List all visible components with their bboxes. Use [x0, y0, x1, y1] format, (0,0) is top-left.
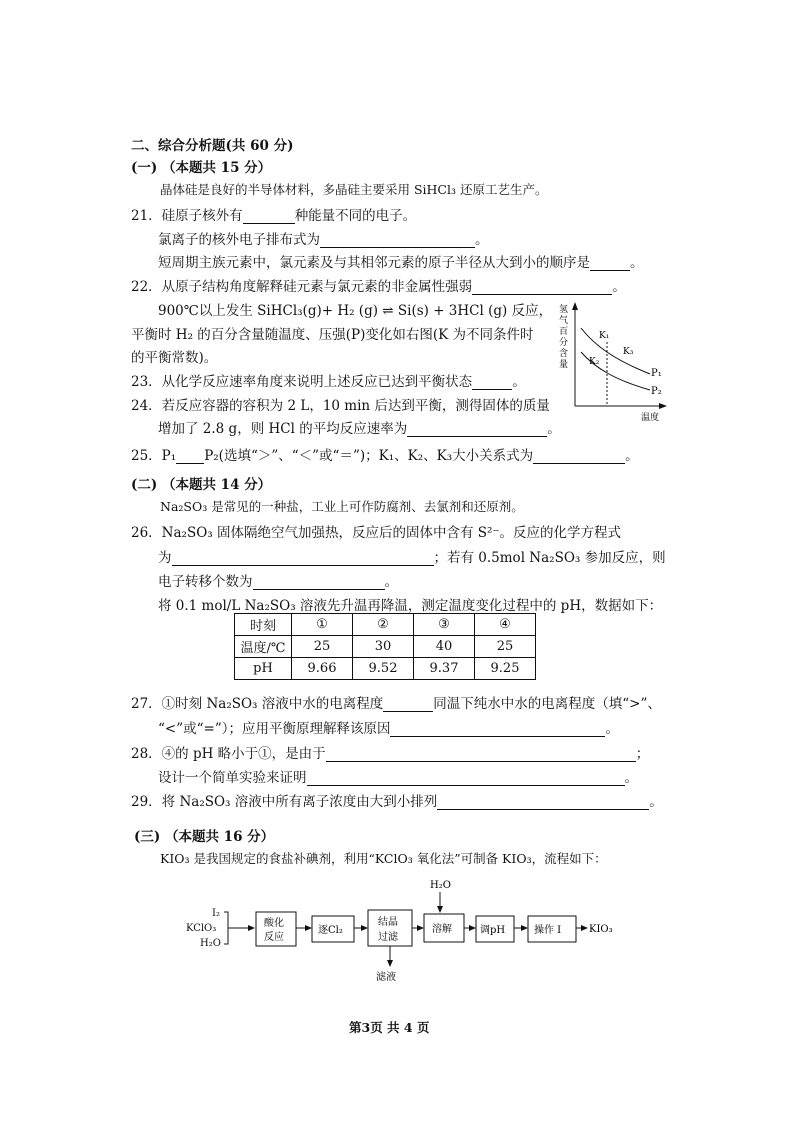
question-25: 25．P₁ P₂(选填“＞”、“＜”或“＝”)；K₁、K₂、K₃大小关系式为 。: [131, 448, 639, 464]
question-26-line1: 26．Na₂SO₃ 固体隔绝空气加强热，反应后的固体中含有 S²⁻。反应的化学方程式: [131, 525, 622, 541]
answer-blank[interactable]: [590, 256, 630, 271]
table-cell: 25: [292, 636, 353, 658]
q27-text-b: 同温下纯水中水的电离程度（填“>”、: [433, 696, 661, 712]
answer-blank[interactable]: [326, 747, 636, 762]
answer-blank[interactable]: [390, 722, 605, 737]
question-26-line3: 电子转移个数为 。: [158, 574, 398, 590]
part1-heading: (一) （本题共 15 分）: [131, 160, 272, 176]
answer-blank[interactable]: [383, 697, 433, 712]
table-cell: 9.25: [475, 658, 536, 680]
q28-line2-text: 设计一个简单实验来证明: [158, 770, 307, 786]
flow-output: KIO₃: [589, 924, 613, 935]
page-footer: 第3页 共 4 页: [349, 1020, 430, 1035]
question-23: 23．从化学反应速率角度来说明上述反应已达到平衡状态 。: [131, 374, 526, 390]
table-cell: 9.37: [414, 658, 475, 680]
flow-box-crystallize-line2: 过滤: [378, 932, 398, 943]
table-cell: pH: [235, 658, 292, 680]
reaction-line: 900℃以上发生 SiHCl₃(g)+ H₂ (g) ⇌ Si(s) + 3HCl (g) 反应，: [158, 303, 553, 319]
graph-p1-label: P₁: [651, 368, 662, 379]
table-cell: 40: [414, 636, 475, 658]
q21-line2: 氯离子的核外电子排布式为 。: [158, 232, 489, 248]
answer-blank[interactable]: [253, 575, 385, 590]
input-kclo3: KClO₃: [186, 923, 217, 934]
graph-ylabel-2: 气: [559, 316, 569, 326]
table-row: [235, 658, 536, 680]
table-cell: ①: [292, 614, 353, 636]
part1-intro: 晶体硅是良好的半导体材料，多晶硅主要采用 SiHCl₃ 还原工艺生产。: [160, 182, 548, 197]
answer-blank[interactable]: [472, 375, 512, 390]
graph-ylabel-5: 含: [559, 349, 569, 359]
q26-text-a: 为: [158, 550, 172, 566]
table-cell: 9.66: [292, 658, 353, 680]
answer-blank[interactable]: [307, 771, 625, 786]
part3-heading: (三) （本题共 16 分）: [134, 829, 275, 845]
equilibrium-graph: [555, 298, 670, 423]
graph-xlabel: 温度: [641, 413, 660, 423]
q21-line3-text: 短周期主族元素中，氯元素及与其相邻元素的原子半径从大到小的顺序是: [158, 255, 590, 271]
question-22: 22．从原子结构角度解释硅元素与氯元素的非金属性强弱 。: [131, 279, 626, 295]
table-cell: ③: [414, 614, 475, 636]
flow-box-dissolve-label: 溶解: [432, 924, 452, 935]
q21-line3: 短周期主族元素中，氯元素及与其相邻元素的原子半径从大到小的顺序是 。: [158, 255, 644, 271]
flow-filtrate: 滤液: [376, 972, 396, 983]
flow-box-operation-1-label: 操作 I: [534, 925, 562, 936]
graph-k3-label: K₃: [623, 347, 634, 357]
answer-blank[interactable]: [407, 422, 547, 437]
graph-k1-label: K₁: [599, 331, 610, 341]
question-27-line1: [131, 692, 661, 712]
q21-line2-text: 氯离子的核外电子排布式为: [158, 232, 320, 248]
flow-box-crystallize-line1: 结晶: [378, 917, 398, 928]
table-cell: ④: [475, 614, 536, 636]
question-21: [131, 204, 416, 224]
q28-text: 28．④的 pH 略小于①，是由于: [131, 746, 326, 762]
part2-intro: Na₂SO₃ 是常见的一种盐，工业上可作防腐剂、去氯剂和还原剂。: [160, 499, 524, 514]
q27-line2-text: “<”或“=”）；应用平衡原理解释该原因: [158, 721, 391, 737]
process-flowchart: [180, 872, 640, 984]
table-cell: 时刻: [235, 614, 292, 636]
part2-heading: (二) （本题共 14 分）: [131, 477, 272, 493]
table-row: [235, 614, 536, 636]
graph-ylabel-1: 氢: [559, 305, 569, 315]
graph-ylabel-3: 百: [559, 327, 569, 337]
q25-text-a: 25．P₁: [131, 448, 177, 464]
table-intro: 将 0.1 mol/L Na₂SO₃ 溶液先升温再降温，测定温度变化过程中的 pH，数据如下：: [158, 598, 663, 614]
answer-blank[interactable]: [243, 209, 295, 224]
answer-blank[interactable]: [533, 449, 625, 464]
q21-text-b: 种能量不同的电子。: [294, 208, 417, 224]
answer-blank[interactable]: [472, 280, 612, 295]
part3-intro: KIO₃ 是我国规定的食盐补碘剂，利用“KClO₃ 氧化法”可制备 KIO₃，流程如下：: [160, 851, 607, 866]
q27-text-a: 27．①时刻 Na₂SO₃ 溶液中水的电离程度: [131, 696, 384, 712]
q24-text: 增加了 2.8 g，则 HCl 的平均反应速率为: [158, 421, 408, 437]
graph-k2-label: K₂: [589, 357, 600, 367]
question-26-line2: [158, 546, 666, 566]
question-28-line1: 28．④的 pH 略小于①，是由于 ；: [131, 746, 650, 762]
q25-text-b: P₂(选填“＞”、“＜”或“＝”)；K₁、K₂、K₃大小关系式为: [204, 448, 534, 464]
ph-data-table: [234, 613, 536, 680]
description-line3: 的平衡常数)。: [131, 350, 218, 366]
question-27-line2: “<”或“=”）；应用平衡原理解释该原因 。: [158, 721, 619, 737]
q23-text: 23．从化学反应速率角度来说明上述反应已达到平衡状态: [131, 374, 473, 390]
answer-blank[interactable]: [172, 551, 434, 566]
flow-box-acidify-line1: 酸化: [264, 918, 284, 929]
flow-box-adjust-ph-label: 调pH: [480, 925, 506, 936]
table-cell: 25: [475, 636, 536, 658]
input-h2o: H₂O: [200, 938, 221, 949]
input-i2: I₂: [212, 908, 220, 919]
q22-text: 22．从原子结构角度解释硅元素与氯元素的非金属性强弱: [131, 279, 473, 295]
q29-text: 29．将 Na₂SO₃ 溶液中所有离子浓度由大到小排列: [131, 794, 438, 810]
question-28-line2: 设计一个简单实验来证明 。: [158, 770, 638, 786]
table-cell: 9.52: [353, 658, 414, 680]
table-cell: 30: [353, 636, 414, 658]
answer-blank[interactable]: [176, 449, 204, 464]
table-cell: ②: [353, 614, 414, 636]
description-line2: 平衡时 H₂ 的百分含量随温度、压强(P)变化如右图(K 为不同条件时: [131, 327, 534, 343]
answer-blank[interactable]: [320, 233, 475, 248]
table-row: [235, 636, 536, 658]
q26-line3-text: 电子转移个数为: [158, 574, 253, 590]
flow-box-acidify-line2: 反应: [264, 932, 284, 943]
q21-text-a: 21．硅原子核外有: [131, 208, 243, 224]
question-24-line1: 24．若反应容器的容积为 2 L，10 min 后达到平衡，测得固体的质量: [131, 398, 550, 414]
question-24-line2: 增加了 2.8 g，则 HCl 的平均反应速率为 。: [158, 421, 561, 437]
answer-blank[interactable]: [437, 795, 649, 810]
q26-text-b: ；若有 0.5mol Na₂SO₃ 参加反应，则: [433, 550, 666, 566]
graph-ylabel-6: 量: [559, 360, 569, 370]
question-29: 29．将 Na₂SO₃ 溶液中所有离子浓度由大到小排列 。: [131, 794, 663, 810]
graph-p2-label: P₂: [651, 386, 662, 397]
flow-box-remove-cl2-label: 逐Cl₂: [318, 925, 343, 936]
section-title: 二、综合分析题(共 60 分): [131, 138, 294, 154]
flow-water: H₂O: [430, 880, 451, 891]
table-cell: 温度/℃: [235, 636, 292, 658]
graph-ylabel-4: 分: [559, 338, 569, 348]
